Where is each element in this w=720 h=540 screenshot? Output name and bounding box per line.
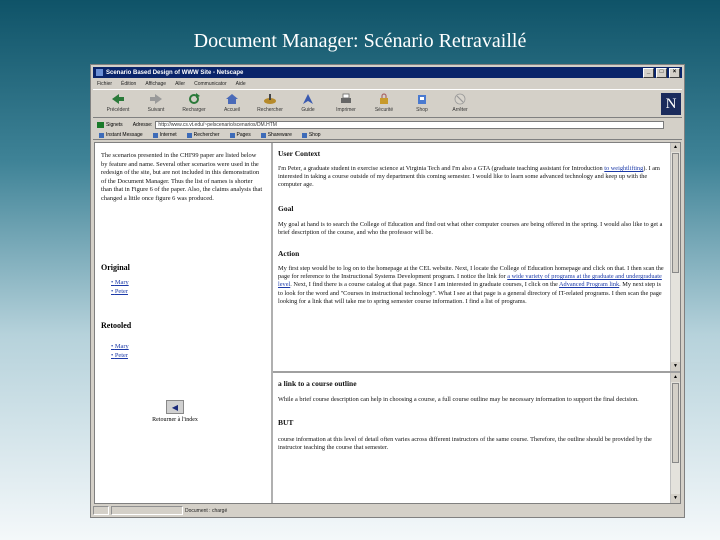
url-input[interactable]: http://www.cs.vt.edu/~pelscenario/scenarios/DM.HTM: [155, 121, 664, 129]
scroll-up-arrow[interactable]: ▲: [671, 143, 680, 152]
goal-text: My goal at hand is to search the College of Education and find out what other computer courses are being offered in the spring. I would also like to get a brief description of the course, and who the professor will be.: [278, 220, 663, 236]
page-content: [94, 142, 681, 504]
goal-heading: Goal: [278, 203, 294, 213]
index-frame: [95, 143, 273, 503]
security-status-icon: [93, 506, 109, 515]
retooled-list: [111, 342, 129, 360]
shop-label: Shop: [416, 107, 428, 113]
back-arrow-icon: ◀: [166, 400, 184, 414]
netscape-logo: N: [661, 93, 681, 115]
original-item-mary[interactable]: • Mary: [111, 278, 129, 287]
link-icon: [261, 133, 266, 138]
forward-arrow-icon: [149, 92, 163, 105]
bottom-pane-scrollbar[interactable]: [670, 373, 680, 503]
claims-section: [278, 379, 666, 453]
scroll-thumb[interactable]: [672, 383, 679, 463]
bookmarks-label: Signets: [106, 121, 123, 128]
print-label: Imprimer: [336, 107, 356, 113]
menu-file[interactable]: Fichier: [97, 80, 113, 87]
retooled-item-mary[interactable]: • Mary: [111, 342, 129, 351]
search-button[interactable]: [251, 90, 289, 113]
back-button[interactable]: [99, 90, 137, 113]
status-text: Document : chargé: [185, 507, 228, 514]
scroll-down-arrow[interactable]: ▼: [671, 362, 680, 371]
menu-view[interactable]: Affichage: [145, 80, 167, 87]
window-titlebar[interactable]: [93, 67, 682, 78]
link-internet[interactable]: Internet: [153, 132, 177, 138]
slide-title: Document Manager: Scénario Retravaillé: [193, 30, 527, 52]
print-icon: [339, 92, 353, 105]
guide-button[interactable]: [289, 90, 327, 113]
menu-help[interactable]: Aide: [235, 80, 246, 87]
home-button[interactable]: [213, 90, 251, 113]
menu-communicator[interactable]: Communicator: [194, 80, 227, 87]
scroll-up-arrow[interactable]: ▲: [671, 373, 680, 382]
security-label: Sécurité: [374, 107, 394, 113]
shop-button[interactable]: [403, 90, 441, 113]
back-to-index-label: Retourner à l'index: [152, 417, 198, 423]
back-to-index-button[interactable]: [145, 400, 205, 423]
top-pane-scrollbar[interactable]: [670, 143, 680, 371]
reload-button[interactable]: [175, 90, 213, 113]
close-button[interactable]: ×: [669, 68, 680, 78]
link-icon: [153, 133, 158, 138]
scroll-down-arrow[interactable]: ▼: [671, 494, 680, 503]
browser-window: [90, 64, 685, 518]
bookmarks-button[interactable]: [97, 122, 123, 128]
advanced-program-link[interactable]: Advanced Program link: [559, 281, 620, 289]
stop-icon: [453, 92, 467, 105]
course-outline-text: While a brief course description can help in choosing a course, a full course outline may be necessary information to support the final decision.: [278, 396, 639, 403]
original-heading: Original: [101, 263, 130, 272]
scenario-top-pane: [273, 143, 680, 373]
forward-label: Suivant: [147, 107, 165, 113]
personal-toolbar: [93, 131, 682, 140]
weightlifting-link[interactable]: to weightlifting: [604, 165, 644, 172]
link-icon: [302, 133, 307, 138]
link-icon: [230, 133, 235, 138]
link-icon: [187, 133, 192, 138]
link-search[interactable]: Rechercher: [187, 132, 220, 138]
intro-text: The scenarios presented in the CHI'99 paper are listed below by feature and name. Several other scenarios were used in the redesign of the site, but are not included in this demonstration of the Document Manager. Thus the list of names is shorter than that in Figure 6 of the paper. Also, the claims analysis that changed a little once figure 6 was produced.: [101, 152, 263, 202]
bookmark-icon: [97, 122, 104, 128]
user-context-heading: User Context: [278, 149, 321, 158]
scenario-bottom-pane: [273, 373, 680, 503]
user-context-section: [278, 149, 666, 306]
stop-label: Arrêter: [452, 107, 468, 113]
guide-icon: [301, 92, 315, 105]
action-text: My first step would be to log on to the homepage at the CEL website. Next, I locate the College of Education homepage and click on that. I then scan the page for reference to the Instructional Systems Development program. I notice the link for a wide variety of programs at the graduate and undergraduate level. Next, I find there is a course catalog at that page. Since I am interested in graduate courses, I click on the Advanced Program link. My next step is to look for the word and "Courses in instructional technology". What I see at that page is a general directory of IT-related programs. I then scan the page looking for a link that will take me to spring semester course information. I find a list of programs.: [278, 265, 664, 305]
netscape-app-icon: [96, 69, 103, 76]
guide-label: Guide: [301, 107, 315, 113]
search-label: Rechercher: [257, 107, 283, 113]
location-bar: [93, 119, 682, 130]
scroll-thumb[interactable]: [672, 153, 679, 273]
menu-go[interactable]: Aller: [175, 80, 186, 87]
minimize-button[interactable]: _: [643, 68, 654, 78]
course-outline-heading: a link to a course outline: [278, 379, 357, 388]
security-lock-icon: [377, 92, 391, 105]
link-instant-message[interactable]: Instant Message: [99, 132, 143, 138]
location-label: Adresse:: [132, 121, 153, 128]
retooled-item-peter[interactable]: • Peter: [111, 351, 129, 360]
but-text: course information at this level of detail often varies across different instructors of the same course. Therefore, the outline should be provided by the instructor teaching the course that semester.: [278, 436, 652, 452]
back-label: Précédent: [106, 107, 130, 113]
window-title: Scenario Based Design of WWW Site - Netscape: [106, 69, 244, 76]
link-shareware[interactable]: Shareware: [261, 132, 292, 138]
back-arrow-icon: [111, 92, 125, 105]
scenario-frame: [273, 143, 680, 503]
user-context-text: I'm Peter, a graduate student in exercise science at Virginia Tech and I'm also a GTA (graduate teaching assistant for Introduction to weightlifting). I am interested in taking a course outside of my department this coming semester. I would like to learn some advanced technology and keep up with the computer age.: [278, 165, 660, 189]
print-button[interactable]: [327, 90, 365, 113]
reload-label: Recharger: [182, 107, 206, 113]
link-icon: [99, 133, 104, 138]
action-heading: Action: [278, 249, 300, 259]
retooled-heading: Retooled: [101, 321, 132, 330]
original-item-peter[interactable]: • Peter: [111, 287, 129, 296]
reload-icon: [187, 92, 201, 105]
shop-icon: [415, 92, 429, 105]
original-list: [111, 278, 129, 296]
menu-edit[interactable]: Édition: [121, 80, 137, 87]
programs-link[interactable]: a wide variety of programs at the graduate and undergraduate level: [278, 273, 662, 289]
progress-cell: [111, 506, 183, 515]
link-pages[interactable]: Pages: [230, 132, 251, 138]
home-icon: [225, 92, 239, 105]
but-heading: BUT: [278, 418, 294, 428]
stop-button[interactable]: [441, 90, 479, 113]
search-icon: [263, 92, 277, 105]
status-bar: [93, 506, 682, 515]
navigation-toolbar: [93, 89, 682, 118]
security-button[interactable]: [365, 90, 403, 113]
menu-bar: [93, 79, 682, 88]
home-label: Accueil: [223, 107, 241, 113]
link-shop[interactable]: Shop: [302, 132, 321, 138]
forward-button[interactable]: [137, 90, 175, 113]
maximize-button[interactable]: □: [656, 68, 667, 78]
